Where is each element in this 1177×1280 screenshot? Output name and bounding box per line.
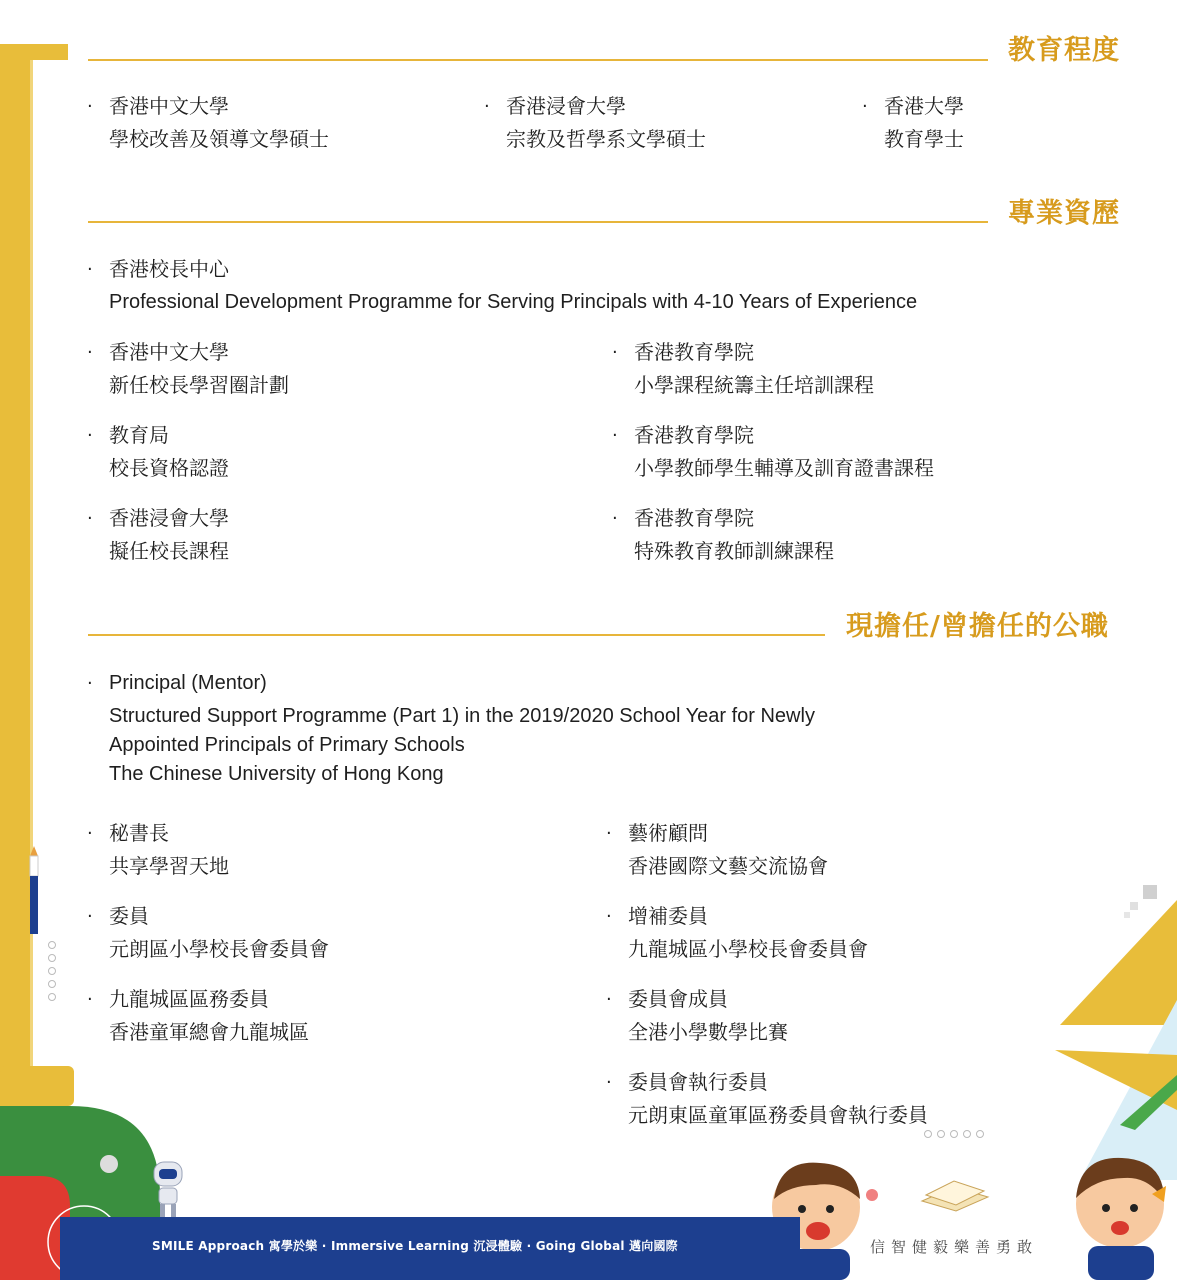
public-service-org: 元朗東區童軍區務委員會執行委員 xyxy=(628,1103,928,1127)
public-service-featured-detail xyxy=(109,702,815,789)
education-org: 香港浸會大學 xyxy=(506,94,626,118)
qualification-programme: 擬任校長課程 xyxy=(109,539,229,563)
qualification-programme: 小學課程統籌主任培訓課程 xyxy=(634,373,874,397)
qualification-programme: 校長資格認證 xyxy=(109,456,229,480)
qualification-org: 香港教育學院 xyxy=(634,506,754,530)
bullet: · xyxy=(862,96,868,117)
public-service-role: 藝術顧問 xyxy=(628,821,708,845)
bullet: · xyxy=(87,823,93,844)
public-service-org: 元朗區小學校長會委員會 xyxy=(109,937,329,961)
bullet: · xyxy=(87,989,93,1010)
public-service-role: Principal (Mentor) xyxy=(109,672,267,694)
qualification-programme: 特殊教育教師訓練課程 xyxy=(634,539,834,563)
bullet: · xyxy=(87,342,93,363)
education-degree: 學校改善及領導文學碩士 xyxy=(109,127,329,151)
public-service-org: 共享學習天地 xyxy=(109,854,229,878)
education-divider xyxy=(88,59,988,61)
bullet: · xyxy=(87,96,93,117)
qualification-org: 香港中文大學 xyxy=(109,340,229,364)
education-degree: 宗教及哲學系文學碩士 xyxy=(506,127,706,151)
robot-icon xyxy=(148,1158,188,1222)
school-values: 信智健毅樂善勇敢 xyxy=(870,1238,1039,1256)
left-frame-inner xyxy=(30,60,33,1140)
qualification-right-1 xyxy=(612,336,874,402)
public-service-role: 委員 xyxy=(109,904,149,928)
qualifications-title: 專業資歷 xyxy=(1008,198,1120,229)
public-service-role: 九龍城區區務委員 xyxy=(109,987,269,1011)
book-icon xyxy=(918,1165,992,1213)
public-service-right-4 xyxy=(606,1066,928,1132)
girl-character-icon xyxy=(1040,1148,1177,1280)
dots-decoration xyxy=(44,938,60,1004)
education-item-1 xyxy=(87,90,329,156)
public-service-role: 增補委員 xyxy=(628,904,708,928)
education-org: 香港大學 xyxy=(884,94,964,118)
qualification-org: 香港校長中心 xyxy=(109,257,229,281)
public-service-org: 全港小學數學比賽 xyxy=(628,1020,788,1044)
qualification-left-1 xyxy=(87,336,289,402)
education-title: 教育程度 xyxy=(1008,35,1120,66)
pencil-icon xyxy=(28,846,40,936)
public-service-org: 香港國際文藝交流協會 xyxy=(628,854,828,878)
footer-banner-text: SMILE Approach 寓學於樂 · Immersive Learning 沉浸體驗 · Going Global 邁向國際 xyxy=(152,1239,678,1253)
qualification-left-2 xyxy=(87,419,229,485)
programme-line: Appointed Principals of Primary Schools xyxy=(109,734,465,756)
education-item-3 xyxy=(862,90,964,156)
public-service-org: 九龍城區小學校長會委員會 xyxy=(628,937,868,961)
bullet: · xyxy=(612,425,618,446)
public-service-left-3 xyxy=(87,983,309,1049)
qualification-left-3 xyxy=(87,502,229,568)
bullet: · xyxy=(87,259,93,280)
dots-decoration xyxy=(922,1128,986,1140)
institution-line: The Chinese University of Hong Kong xyxy=(109,763,444,785)
education-degree: 教育學士 xyxy=(884,127,964,151)
bullet: · xyxy=(606,989,612,1010)
bullet: · xyxy=(87,508,93,529)
qualification-org: 香港浸會大學 xyxy=(109,506,229,530)
programme-line: Structured Support Programme (Part 1) in the 2019/2020 School Year for Newly xyxy=(109,705,815,727)
public-service-role: 委員會執行委員 xyxy=(628,1070,768,1094)
public-service-role: 秘書長 xyxy=(109,821,169,845)
bullet: · xyxy=(484,96,490,117)
public-service-left-2 xyxy=(87,900,329,966)
qualification-org: 香港教育學院 xyxy=(634,340,754,364)
education-item-2 xyxy=(484,90,706,156)
public-service-title: 現擔任/曾擔任的公職 xyxy=(846,611,1109,642)
bullet: · xyxy=(87,425,93,446)
public-service-left-1 xyxy=(87,817,229,883)
qualification-right-3 xyxy=(612,502,834,568)
education-org: 香港中文大學 xyxy=(109,94,229,118)
bullet: · xyxy=(87,906,93,927)
bullet: · xyxy=(612,508,618,529)
public-service-org: 香港童軍總會九龍城區 xyxy=(109,1020,309,1044)
public-service-role: 委員會成員 xyxy=(628,987,728,1011)
qualification-org: 香港教育學院 xyxy=(634,423,754,447)
public-service-right-3 xyxy=(606,983,788,1049)
bullet: · xyxy=(606,906,612,927)
qualification-org: 教育局 xyxy=(109,423,169,447)
qualification-programme: 新任校長學習圈計劃 xyxy=(109,373,289,397)
bullet: · xyxy=(606,1072,612,1093)
public-service-right-1 xyxy=(606,817,828,883)
qualification-featured xyxy=(87,253,918,319)
bullet: · xyxy=(612,342,618,363)
bullet: · xyxy=(87,673,93,694)
qualifications-divider xyxy=(88,221,988,223)
left-frame-top xyxy=(0,44,68,60)
qualification-programme: Professional Development Programme for Serving Principals with 4-10 Years of Experience xyxy=(109,291,918,313)
public-service-featured xyxy=(87,667,267,700)
qualification-programme: 小學教師學生輔導及訓育證書課程 xyxy=(634,456,934,480)
left-frame-bar xyxy=(0,46,30,1146)
bullet: · xyxy=(606,823,612,844)
qualification-right-2 xyxy=(612,419,934,485)
public-service-divider xyxy=(88,634,825,636)
public-service-right-2 xyxy=(606,900,868,966)
